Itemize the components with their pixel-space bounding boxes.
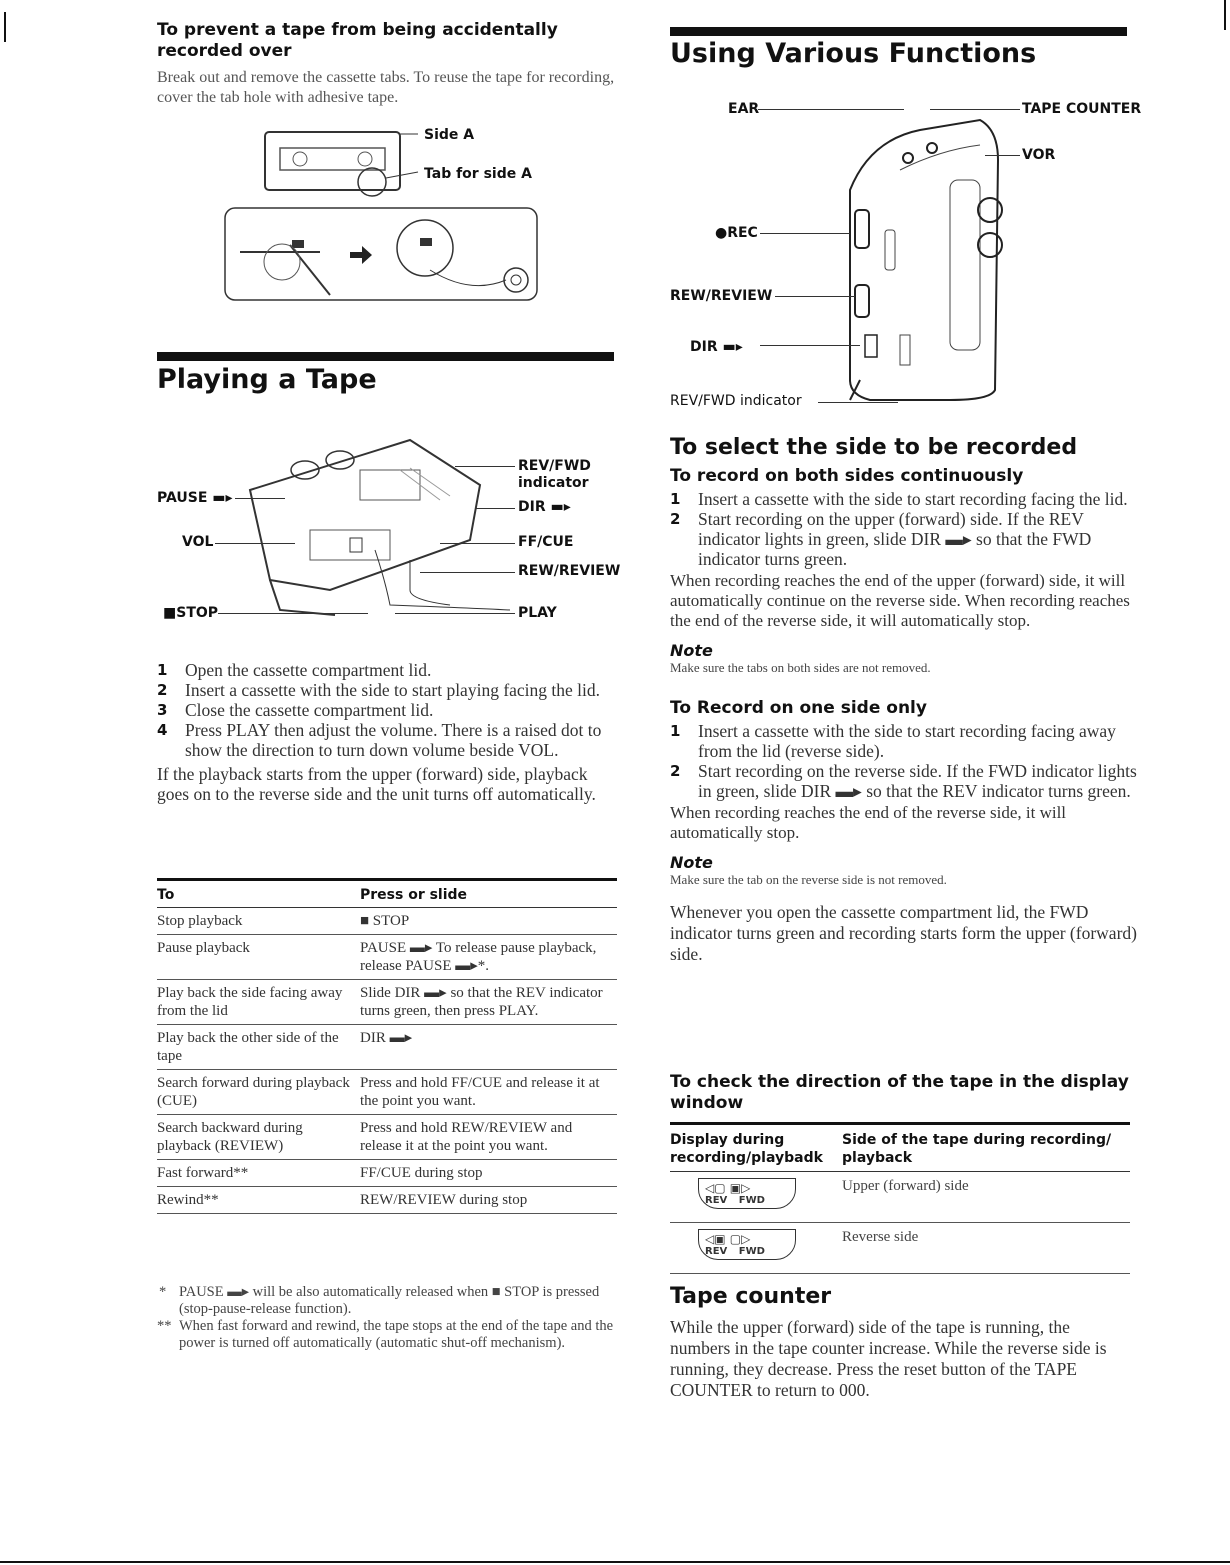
step-number: 1 xyxy=(157,661,168,679)
cassette-tab-illustration xyxy=(220,120,550,305)
step-number: 2 xyxy=(670,510,681,528)
callout-dir-right-label: DIR xyxy=(690,339,718,355)
col-header-side: Side of the tape during recording/ playback xyxy=(842,1124,1130,1172)
step-text: Insert a cassette with the side to start playing facing the lid. xyxy=(185,680,601,700)
cell-press: Press and hold REW/REVIEW and release it at the point you want. xyxy=(360,1115,617,1160)
tape-counter-body: While the upper (forward) side of the tape is running, the numbers in the tape counter increase. While the reverse side is running, they decrease. Press the reset button of the TAPE COUNTER to return to 000. xyxy=(670,1317,1107,1400)
tape-direction-icon: ◁▣ ▢▷ xyxy=(705,1232,751,1246)
cell-to: Pause playback xyxy=(157,935,360,980)
table-header-row xyxy=(670,1124,1130,1172)
leader-rew-review xyxy=(420,572,515,573)
left-edge-mark xyxy=(4,12,6,42)
fwd-label: FWD xyxy=(738,1195,765,1206)
dir-arrow-icon: ▬▸ xyxy=(550,499,571,515)
callout-vor: VOR xyxy=(1022,147,1056,163)
step-number: 3 xyxy=(157,701,168,719)
dir-arrow-icon: ▬▸ xyxy=(722,339,743,355)
both-sides-heading: To record on both sides continuously xyxy=(670,466,1024,486)
direction-table xyxy=(670,1122,1130,1274)
col-header-to: To xyxy=(157,880,360,908)
one-side-heading: To Record on one side only xyxy=(670,698,927,718)
step-text: Insert a cassette with the side to start recording facing the lid. xyxy=(698,489,1128,509)
cell-to: Search backward during playback (REVIEW) xyxy=(157,1115,360,1160)
playing-step xyxy=(157,680,617,700)
cell-to: Search forward during playback (CUE) xyxy=(157,1070,360,1115)
cell-to: Rewind** xyxy=(157,1187,360,1214)
callout-rev-fwd-indicator: REV/FWD indicator xyxy=(670,393,802,409)
cell-press: Slide DIR ▬▸ so that the REV indicator turns green, then press PLAY. xyxy=(360,980,617,1025)
right-edge-mark xyxy=(1224,0,1226,30)
leader-rew-review-right xyxy=(775,296,855,297)
step-number: 2 xyxy=(157,681,168,699)
table-row xyxy=(157,1115,617,1160)
callout-ear: EAR xyxy=(728,101,760,117)
cell-to: Stop playback xyxy=(157,908,360,935)
leader-tape-counter xyxy=(930,109,1020,110)
playing-section-bar xyxy=(157,352,614,361)
tab-protect-heading: To prevent a tape from being accidentally recorded over xyxy=(157,20,558,61)
display-window-forward xyxy=(670,1172,842,1223)
callout-pause xyxy=(157,490,233,506)
callout-indicator: indicator xyxy=(518,475,589,491)
one-note-text: Make sure the tab on the reverse side is not removed. xyxy=(670,872,947,887)
step-number: 2 xyxy=(670,762,681,780)
cell-press: PAUSE ▬▸ To release pause playback, release PAUSE ▬▸*. xyxy=(360,935,617,980)
footnotes xyxy=(157,1284,617,1352)
rev-label: REV xyxy=(705,1246,728,1257)
step-text: Insert a cassette with the side to start recording facing away from the lid (reverse side). xyxy=(698,721,1116,761)
leader-vor xyxy=(985,155,1020,156)
playing-steps-block xyxy=(157,660,617,804)
display-window-icon xyxy=(698,1229,796,1260)
callout-vol: VOL xyxy=(182,534,214,550)
step-text: Start recording on the upper (forward) side. If the REV indicator lights in green, slide DIR ▬▸ so that the FWD indicator turns green. xyxy=(698,509,1092,569)
both-note-heading: Note xyxy=(670,641,713,660)
leader-dir-right xyxy=(760,345,860,346)
direction-section xyxy=(670,1072,1140,1274)
playing-steps xyxy=(157,660,617,760)
tape-counter-title: Tape counter xyxy=(670,1284,832,1309)
both-note-text: Make sure the tabs on both sides are not removed. xyxy=(670,660,931,675)
cell-to: Play back the side facing away from the lid xyxy=(157,980,360,1025)
leader-ear xyxy=(758,109,904,110)
step-text: Open the cassette compartment lid. xyxy=(185,660,432,680)
step-number: 1 xyxy=(670,722,681,740)
callout-rew-review: REW/REVIEW xyxy=(518,563,621,579)
leader-vol xyxy=(215,543,295,544)
playing-title: Playing a Tape xyxy=(157,364,377,395)
callout-dir xyxy=(518,499,571,515)
select-side-title: To select the side to be recorded xyxy=(670,435,1078,460)
display-window-reverse xyxy=(670,1223,842,1274)
callout-ff-cue: FF/CUE xyxy=(518,534,574,550)
leader-rev-fwd-indicator xyxy=(818,402,898,403)
fwd-label: FWD xyxy=(738,1246,765,1257)
left-column xyxy=(157,20,617,108)
table-row xyxy=(670,1223,1130,1274)
callout-pause-label: PAUSE xyxy=(157,490,208,506)
direction-heading: To check the direction of the tape in the display window xyxy=(670,1072,1129,1113)
recorder-illustration xyxy=(830,100,1010,410)
cell-to: Fast forward** xyxy=(157,1160,360,1187)
step-text: Start recording on the reverse side. If the FWD indicator lights in green, slide DIR ▬▸ so that the REV indicator turns green. xyxy=(698,761,1137,801)
whenever-text: Whenever you open the cassette compartment lid, the FWD indicator turns green and recording starts form the upper (forward) side. xyxy=(670,902,1137,964)
footnote-mark: ** xyxy=(157,1318,172,1334)
cell-side: Reverse side xyxy=(842,1223,1130,1274)
cell-press: ■ STOP xyxy=(360,908,617,935)
cell-press: FF/CUE during stop xyxy=(360,1160,617,1187)
callout-stop-label: STOP xyxy=(176,605,219,621)
table-row xyxy=(157,908,617,935)
callout-dir-label: DIR xyxy=(518,499,546,515)
operations-table-wrap xyxy=(157,878,617,1214)
tape-direction-icon: ◁▢ ▣▷ xyxy=(705,1181,751,1195)
cell-press: REW/REVIEW during stop xyxy=(360,1187,617,1214)
both-sides-after: When recording reaches the end of the upper (forward) side, it will automatically continue on the reverse side. When recording reaches the end of the reverse side, it will automatically stop. xyxy=(670,571,1130,630)
tab-protect-body: Break out and remove the cassette tabs. To reuse the tape for recording, cover the tab hole with adhesive tape. xyxy=(157,69,615,106)
playing-step xyxy=(157,720,617,760)
footnote xyxy=(157,1318,617,1352)
one-side-after: When recording reaches the end of the reverse side, it will automatically stop. xyxy=(670,803,1067,842)
playback-note: If the playback starts from the upper (forward) side, playback goes on to the reverse side and the unit turns off automatically. xyxy=(157,764,596,804)
callout-rev-fwd: REV/FWD xyxy=(518,458,591,474)
cell-press: Press and hold FF/CUE and release it at the point you want. xyxy=(360,1070,617,1115)
col-header-press: Press or slide xyxy=(360,880,617,908)
both-step xyxy=(670,489,1140,509)
leader-rev-fwd xyxy=(455,466,515,467)
table-row xyxy=(157,1160,617,1187)
stop-square-icon: ■ xyxy=(163,605,177,621)
callout-side-a: Side A xyxy=(424,127,475,143)
leader-stop xyxy=(218,613,368,614)
one-step xyxy=(670,721,1140,761)
leader-play xyxy=(395,613,515,614)
leader-rec xyxy=(760,233,850,234)
callout-rec: ●REC xyxy=(715,225,758,241)
functions-section-bar xyxy=(670,27,1127,36)
rev-label: REV xyxy=(705,1195,728,1206)
callout-play: PLAY xyxy=(518,605,557,621)
callout-stop xyxy=(163,605,218,621)
pause-arrow-icon: ▬▸ xyxy=(212,490,233,506)
leader-pause xyxy=(235,498,285,499)
callout-tab-side-a: Tab for side A xyxy=(424,166,532,182)
playing-step xyxy=(157,660,617,680)
one-step xyxy=(670,761,1140,801)
one-note-heading: Note xyxy=(670,853,713,872)
step-text: Close the cassette compartment lid. xyxy=(185,700,434,720)
player-illustration xyxy=(210,430,510,620)
table-row xyxy=(157,935,617,980)
leader-dir xyxy=(475,508,515,509)
footnote xyxy=(157,1284,617,1318)
step-text: Press PLAY then adjust the volume. There is a raised dot to show the direction to turn down volume beside VOL. xyxy=(185,720,602,760)
both-step xyxy=(670,509,1140,569)
bottom-edge-line xyxy=(0,1561,1230,1563)
select-side-section xyxy=(670,435,1140,965)
both-sides-steps xyxy=(670,489,1140,569)
table-header-row xyxy=(157,880,617,908)
display-window-icon xyxy=(698,1178,796,1209)
functions-title: Using Various Functions xyxy=(670,38,1037,69)
footnote-mark: * xyxy=(159,1284,167,1300)
callout-rew-review-right: REW/REVIEW xyxy=(670,288,773,304)
step-number: 4 xyxy=(157,721,168,739)
callout-dir-right xyxy=(690,339,743,355)
footnote-text: PAUSE ▬▸ will be also automatically released when ■ STOP is pressed (stop-pause-release function). xyxy=(179,1284,600,1317)
one-side-steps xyxy=(670,721,1140,801)
table-row xyxy=(670,1172,1130,1223)
cell-press: DIR ▬▸ xyxy=(360,1025,617,1070)
table-row xyxy=(157,980,617,1025)
operations-table xyxy=(157,878,617,1214)
tape-counter-section xyxy=(670,1284,1132,1401)
table-row xyxy=(157,1070,617,1115)
table-row xyxy=(157,1187,617,1214)
callout-tape-counter: TAPE COUNTER xyxy=(1022,101,1142,117)
playing-step xyxy=(157,700,617,720)
leader-ff-cue xyxy=(440,543,515,544)
table-row xyxy=(157,1025,617,1070)
cell-to: Play back the other side of the tape xyxy=(157,1025,360,1070)
col-header-display: Display during recording/playbadk xyxy=(670,1124,842,1172)
footnote-text: When fast forward and rewind, the tape stops at the end of the tape and the power is turned off automatically (automatic shut-off mechanism). xyxy=(179,1318,614,1351)
step-number: 1 xyxy=(670,490,681,508)
cell-side: Upper (forward) side xyxy=(842,1172,1130,1223)
